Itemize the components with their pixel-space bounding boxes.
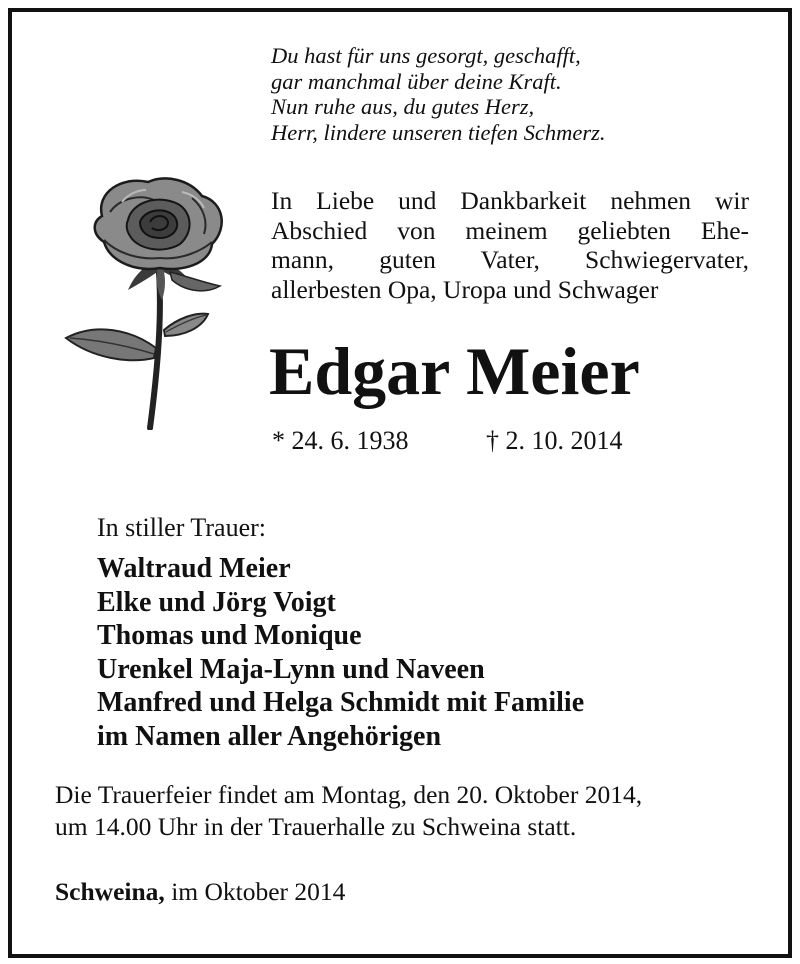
intro-line: In Liebe und Dankbarkeit nehmen wir: [271, 186, 749, 215]
signoff: [55, 876, 345, 908]
service-line: um 14.00 Uhr in der Trauerhalle zu Schweina statt.: [55, 812, 577, 841]
poem-verse: [271, 43, 606, 145]
mourning-label: In stiller Trauer:: [97, 513, 266, 542]
intro-line: mann, guten Vater, Schwiegervater,: [271, 245, 749, 274]
mourner-name: Thomas und Monique: [97, 620, 362, 651]
poem-line: Du hast für uns gesorgt, geschafft,: [271, 43, 581, 68]
service-info: [55, 779, 642, 843]
intro-line: allerbesten Opa, Uropa und Schwager: [271, 274, 659, 304]
mourner-name: Waltraud Meier: [97, 553, 291, 584]
intro-line: Abschied von meinem geliebten Ehe-: [271, 215, 749, 245]
service-line: Die Trauerfeier findet am Montag, den 20. Oktober 2014,: [55, 780, 643, 809]
signoff-date: im Oktober 2014: [171, 877, 346, 906]
mourner-name: Elke und Jörg Voigt: [97, 586, 336, 618]
signoff-place: Schweina,: [55, 877, 165, 906]
mourner-name: Urenkel Maja-Lynn und Naveen: [97, 653, 485, 685]
life-dates: [272, 424, 623, 458]
rose-icon: [62, 172, 237, 430]
deceased-name: Edgar Meier: [269, 333, 640, 409]
birth-date: * 24. 6. 1938: [272, 426, 409, 455]
poem-line: Herr, lindere unseren tiefen Schmerz.: [271, 119, 606, 145]
mourner-name: im Namen aller Angehörigen: [97, 720, 442, 752]
poem-line: gar manchmal über deine Kraft.: [271, 68, 562, 94]
intro-text: [271, 186, 749, 304]
poem-line: Nun ruhe aus, du gutes Herz,: [271, 94, 535, 119]
mourners-list: [97, 552, 584, 753]
mourner-name: Manfred und Helga Schmidt mit Familie: [97, 687, 585, 718]
death-date: † 2. 10. 2014: [486, 426, 623, 455]
